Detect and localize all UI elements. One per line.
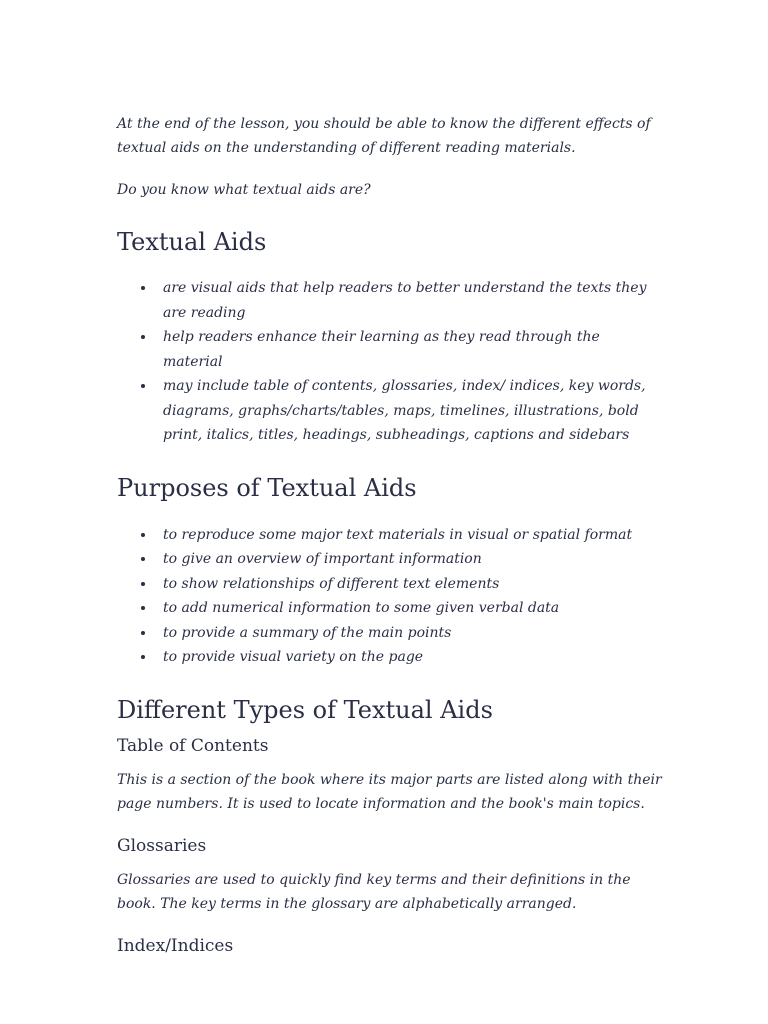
subheading-glossaries: Glossaries xyxy=(117,835,207,856)
list-item: may include table of contents, glossaries, index/ indices, key words, diagrams, graphs/charts/tables, maps, timelines, illustrations, bold print, italics, titles, headings, subheadings, captions and sidebars xyxy=(117,374,662,448)
lesson-objective: At the end of the lesson, you should be able to know the different effects of textual aids on the understanding of different reading materials. xyxy=(117,116,651,156)
document-page xyxy=(117,112,662,958)
heading-purposes: Purposes of Textual Aids xyxy=(117,473,417,502)
heading-textual-aids: Textual Aids xyxy=(117,228,267,256)
list-item: to add numerical information to some given verbal data xyxy=(117,596,662,621)
list-item: to reproduce some major text materials in visual or spatial format xyxy=(117,523,662,548)
list-item: to provide visual variety on the page xyxy=(117,645,662,670)
list-item: to provide a summary of the main points xyxy=(117,621,662,646)
textual-aids-list xyxy=(117,276,662,448)
subheading-table-of-contents: Table of Contents xyxy=(117,735,269,756)
list-item: help readers enhance their learning as they read through the material xyxy=(117,325,662,374)
subheading-index: Index/Indices xyxy=(117,935,234,956)
list-item: to give an overview of important information xyxy=(117,547,662,572)
list-item: are visual aids that help readers to better understand the texts they are reading xyxy=(117,276,662,325)
glossaries-text: Glossaries are used to quickly find key terms and their definitions in the book. The key terms in the glossary are alphabetically arranged. xyxy=(117,871,631,912)
heading-types: Different Types of Textual Aids xyxy=(117,695,493,724)
intro-question: Do you know what textual aids are? xyxy=(117,182,371,198)
purposes-list xyxy=(117,523,662,670)
list-item: to show relationships of different text elements xyxy=(117,572,662,597)
table-of-contents-text: This is a section of the book where its major parts are listed along with their page numbers. It is used to locate information and the book's main topics. xyxy=(117,771,662,812)
